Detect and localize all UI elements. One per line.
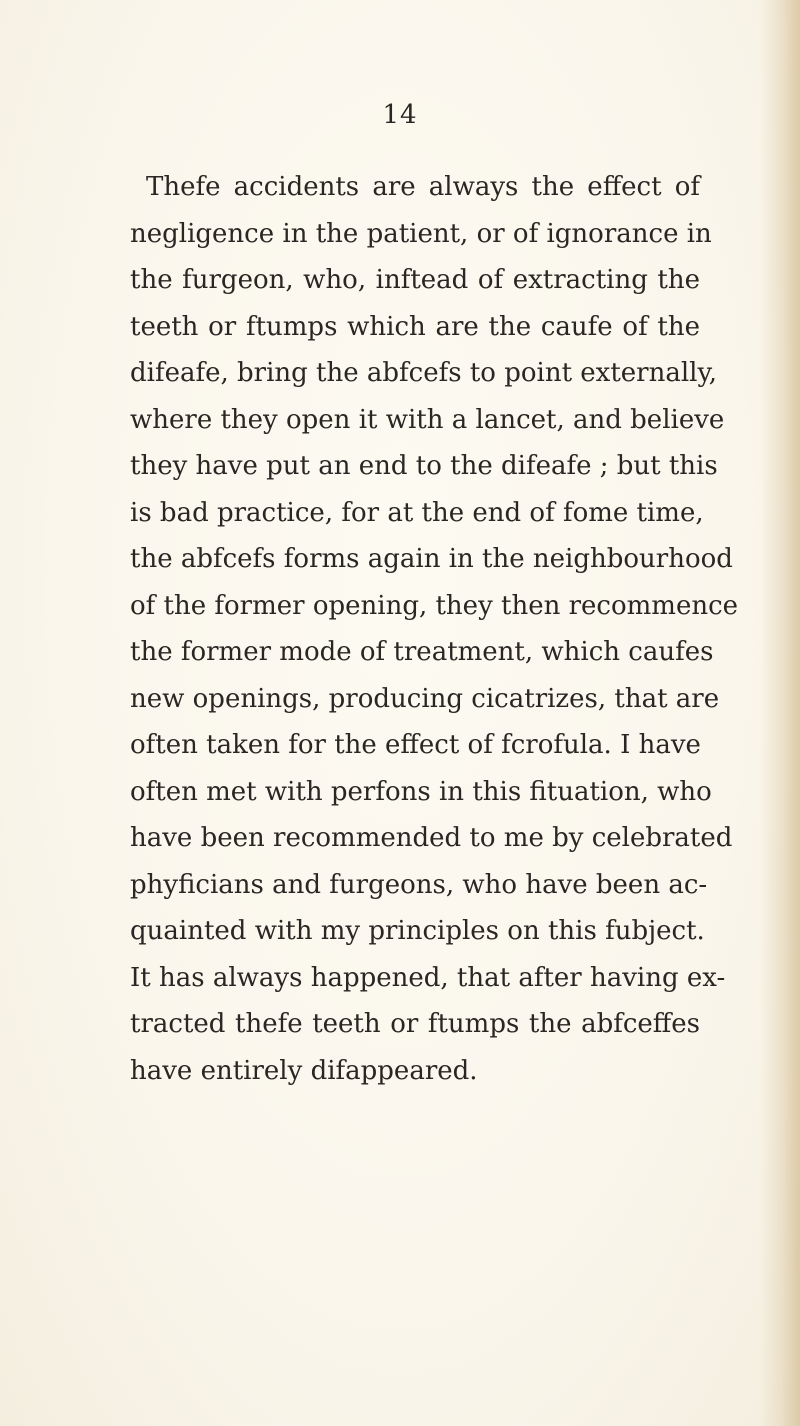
text-line: of the former opening, they then recommence [130,590,739,621]
text-line: the former mode of treatment, which caufes [130,637,714,667]
text-line: have been recommended to me by celebrated [130,823,733,853]
text-line: negligence in the patient, or of ignorance in [130,218,712,249]
text-line: the abfcefs forms again in the neighbourhood [130,544,733,574]
text-line: tracted thefe teeth or ftumps the abfceffes [130,1009,700,1039]
text-line: Thefe accidents are always the effect of [146,172,700,202]
page-edge-shadow [760,0,800,1426]
body-text [130,164,739,1094]
text-line: It has always happened, that after having ex- [130,962,726,993]
text-line: the furgeon, who, inftead of extracting the [130,265,700,295]
text-line: new openings, producing cicatrizes, that are [130,683,720,714]
text-line: quainted with my principles on this fubject. [130,916,705,946]
text-line: teeth or ftumps which are the caufe of the [130,311,700,342]
text-line: they have put an end to the difeafe ; but this [130,451,718,481]
text-line: is bad practice, for at the end of fome time, [130,497,704,528]
text-line: have entirely difappeared. [130,1055,478,1086]
page-number: 14 [382,100,418,130]
text-line: often met with perfons in this fituation, who [130,776,712,807]
text-line: phyficians and furgeons, who have been ac- [130,869,708,900]
text-line: often taken for the effect of fcrofula. I have [130,730,701,760]
text-line: difeafe, bring the abfcefs to point externally, [130,358,717,388]
text-line: where they open it with a lancet, and believe [130,404,725,435]
